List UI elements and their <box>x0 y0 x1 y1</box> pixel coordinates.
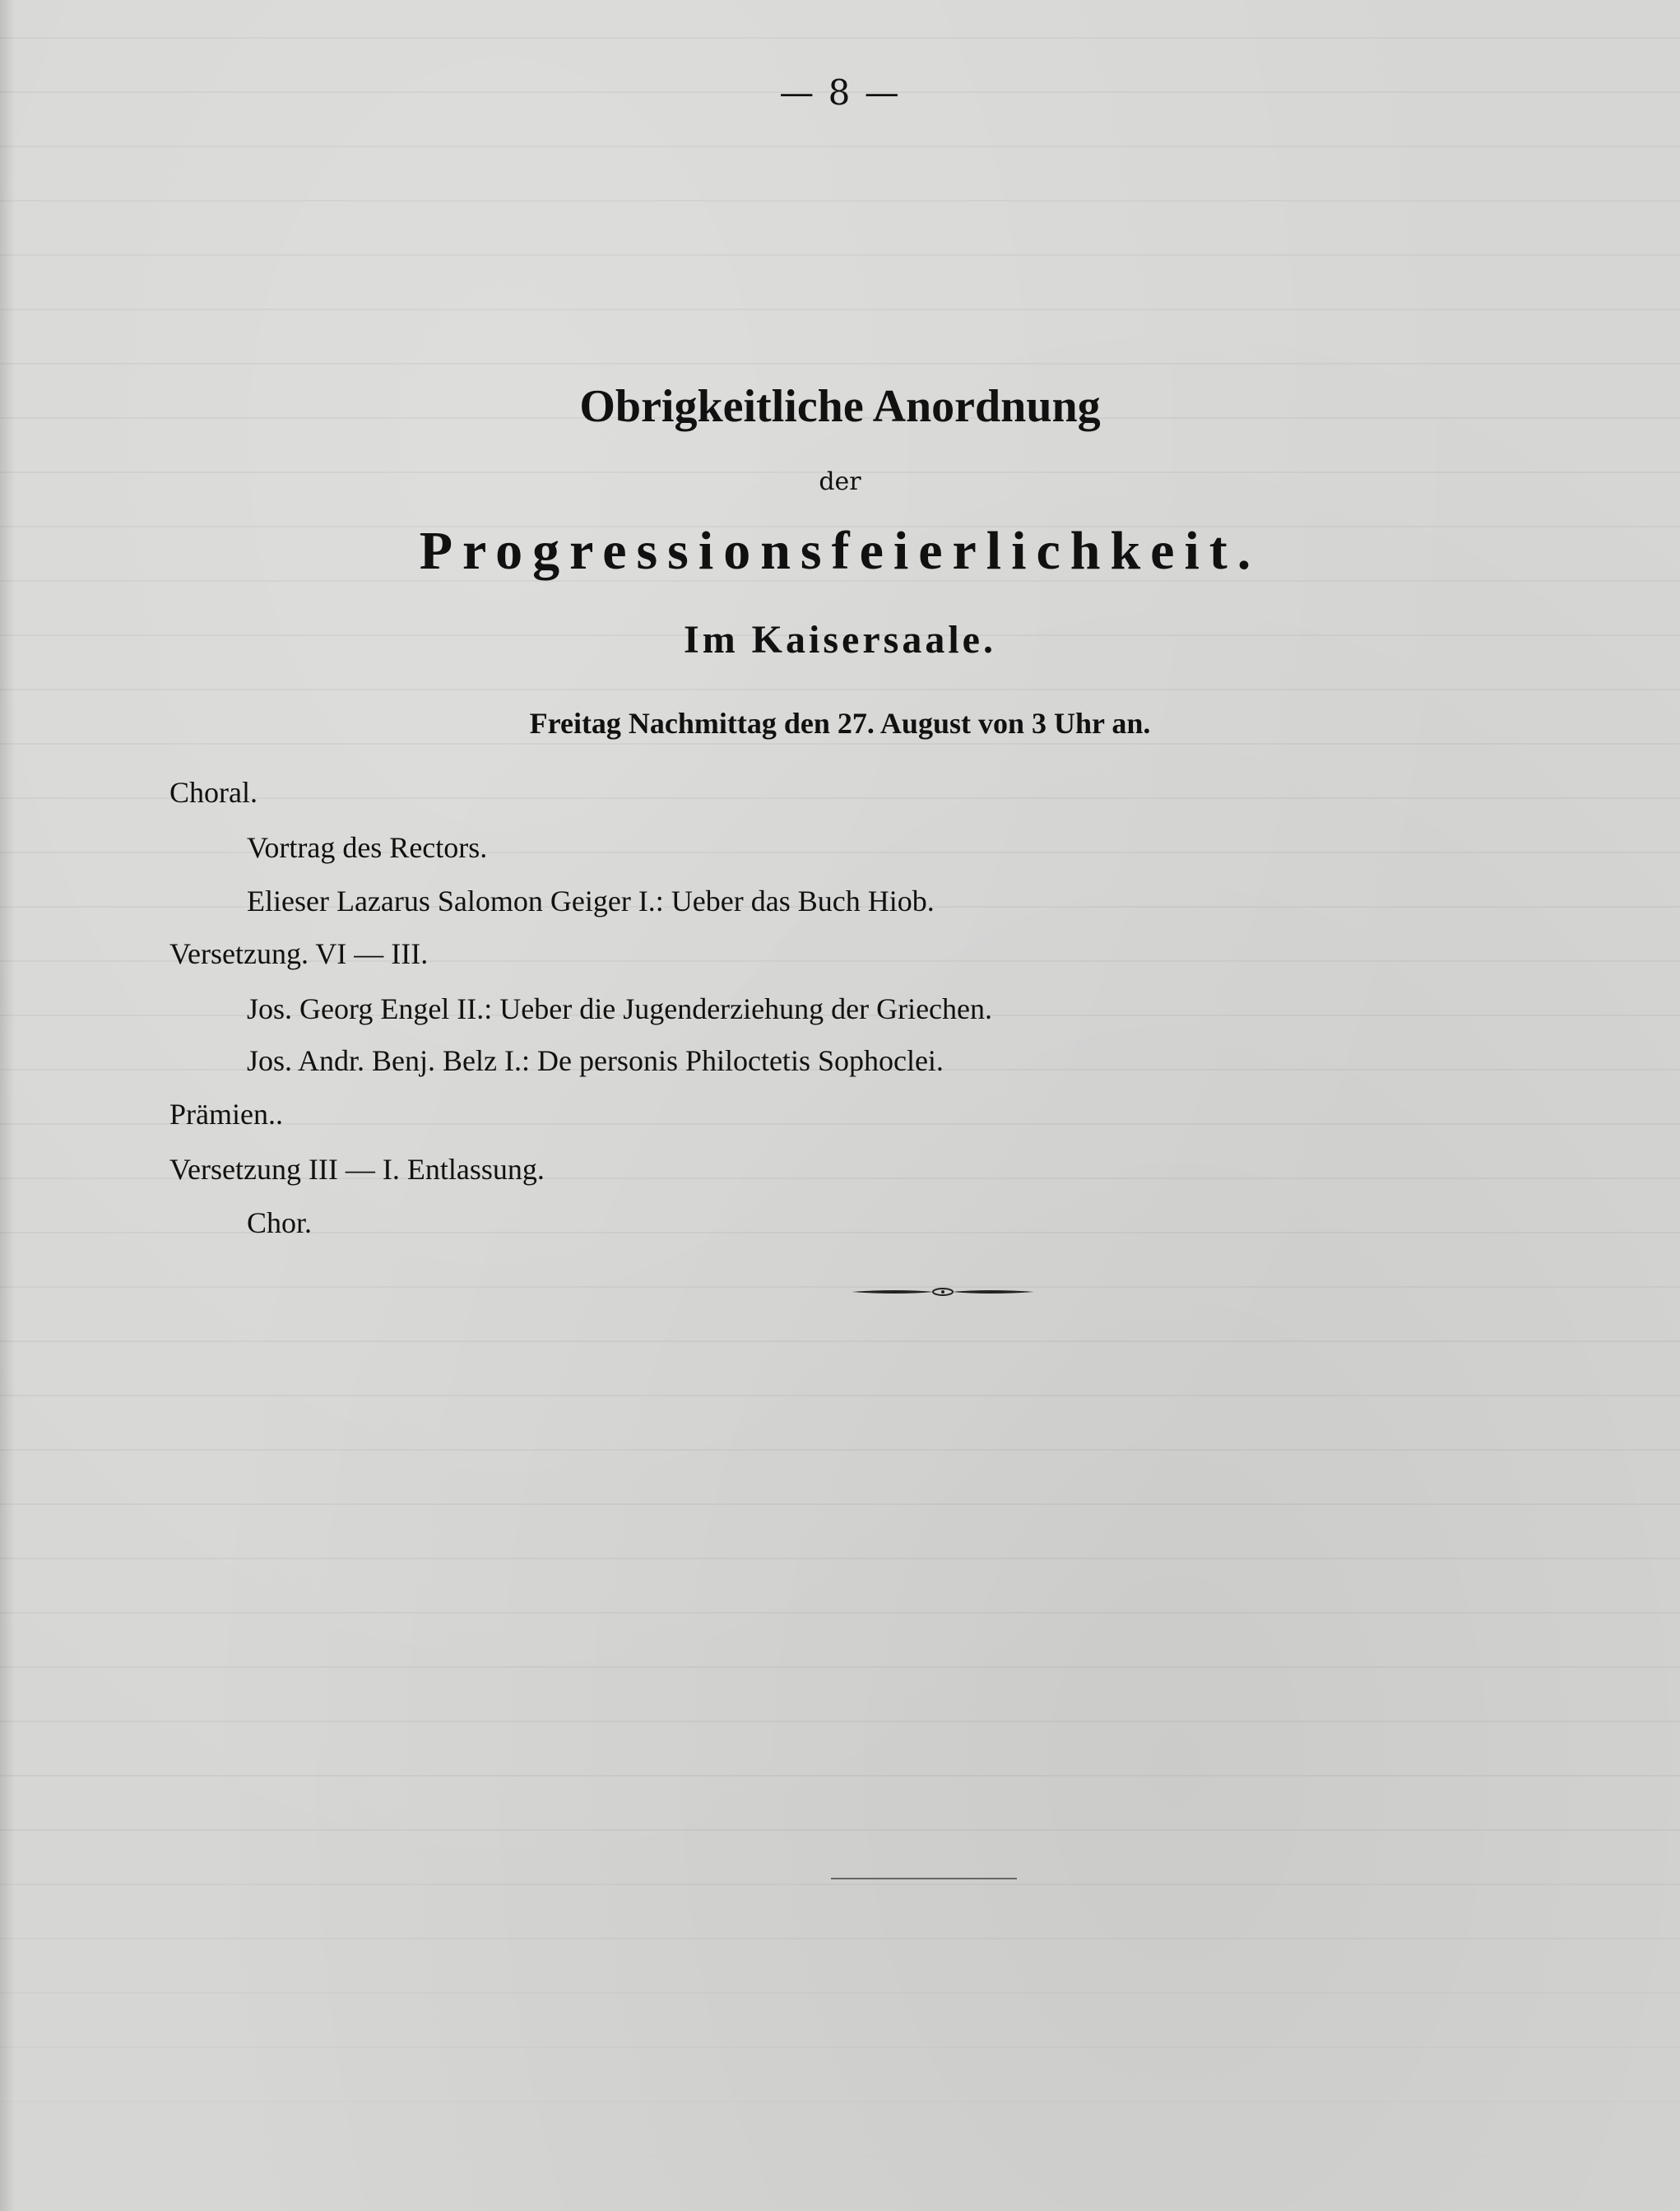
page-number: — 8 — <box>779 72 901 113</box>
program-item: Chor. <box>247 1206 313 1239</box>
program-item: Prämien.. <box>169 1098 283 1131</box>
title-line-2: der <box>819 467 861 496</box>
program-item: Versetzung III — I. Entlassung. <box>169 1153 545 1186</box>
venue-heading: Im Kaisersaale. <box>684 618 996 662</box>
title-line-1: Obrigkeitliche Anordnung <box>579 381 1101 432</box>
date-line: Freitag Nachmittag den 27. August von 3 Uhr an. <box>529 707 1151 740</box>
program-item: Elieser Lazarus Salomon Geiger I.: Ueber das Buch Hiob. <box>247 885 935 917</box>
program-item: Versetzung. VI — III. <box>169 937 429 970</box>
program-item: Jos. Georg Engel II.: Ueber die Jugenderziehung der Griechen. <box>247 992 993 1025</box>
program-item: Choral. <box>169 776 258 809</box>
program-item: Vortrag des Rectors. <box>247 831 488 864</box>
program-item: Jos. Andr. Benj. Belz I.: De personis Philoctetis Sophoclei. <box>247 1044 944 1077</box>
title-line-3: Progressionsfeierlichkeit. <box>419 521 1261 581</box>
ornamental-divider <box>852 1287 1034 1297</box>
scan-edge-left <box>0 0 15 2211</box>
bottom-rule <box>831 1878 1017 1879</box>
